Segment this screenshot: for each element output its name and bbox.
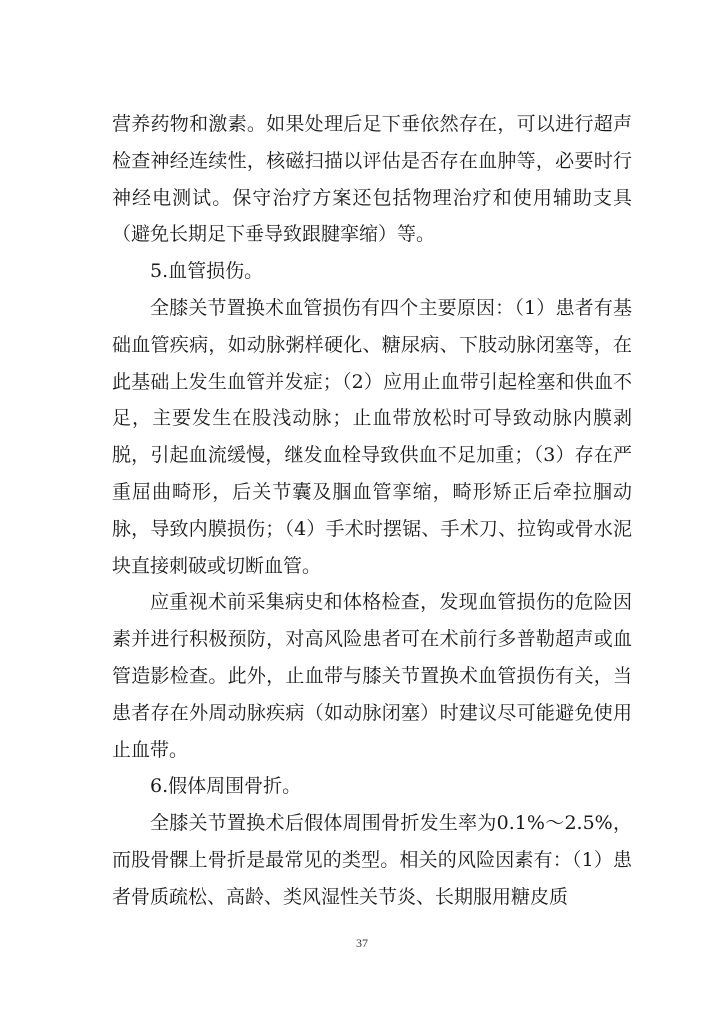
paragraph-vascular-prevention: 应重视术前采集病史和体格检查，发现血管损伤的危险因素并进行积极预防，对高风险患者可在术前行多普勒超声或血管造影检查。此外，止血带与膝关节置换术血管损伤有关，当患者存在外周动脉疾病（如动脉闭塞）时建议尽可能避免使用止血带。 [112, 591, 632, 761]
section-heading-vascular-injury: 5.血管损伤。 [150, 260, 264, 283]
paragraph-vascular-causes: 全膝关节置换术血管损伤有四个主要原因：（1）患者有基础血管疾病，如动脉粥样硬化、糖尿病、下肢动脉闭塞等，在此基础上发生血管并发症；（2）应用止血带引起栓塞和供血不足，主要发生在股浅动脉；止血带放松时可导致动脉内膜剥脱，引起血流缓慢，继发血栓导致供血不足加重；（3）存在严重屈曲畸形，后关节囊及腘血管挛缩，畸形矫正后牵拉腘动脉，导致内膜损伤；（4）手术时摆锯、手术刀、拉钩或骨水泥块直接刺破或切断血管。 [112, 296, 632, 577]
body-text [112, 106, 632, 916]
paragraph-continuation: 营养药物和激素。如果处理后足下垂依然存在，可以进行超声检查神经连续性，核磁扫描以评估是否存在血肿等，必要时行神经电测试。保守治疗方案还包括物理治疗和使用辅助支具（避免长期足下垂导致跟腱挛缩）等。 [112, 113, 632, 246]
section-heading-periprosthetic-fracture: 6.假体周围骨折。 [150, 775, 302, 798]
paragraph-fracture-incidence: 全膝关节置换术后假体周围骨折发生率为0.1%～2.5%，而股骨髁上骨折是最常见的类型。相关的风险因素有：（1）患者骨质疏松、高龄、类风湿性关节炎、长期服用糖皮质 [112, 812, 632, 908]
page-number: 37 [356, 936, 368, 950]
